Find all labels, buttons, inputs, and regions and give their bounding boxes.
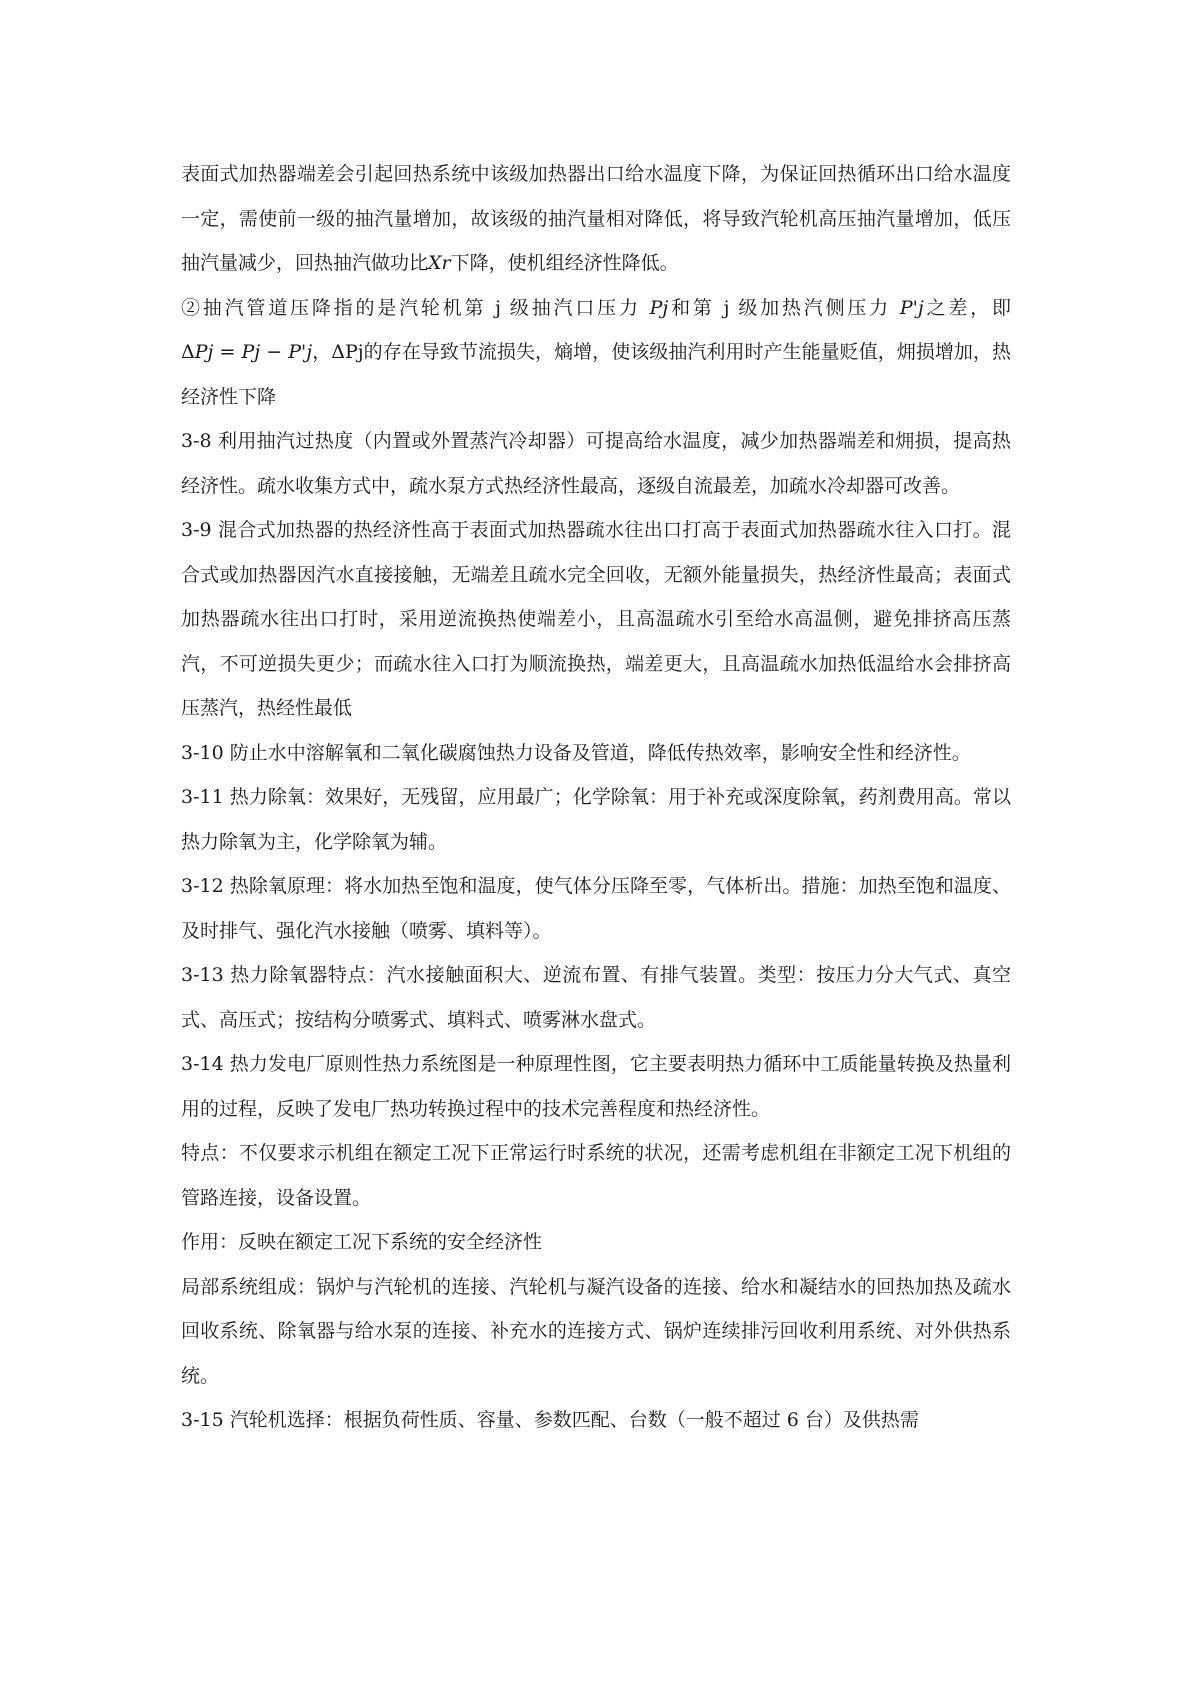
formula-work-ratio: Xr — [428, 252, 451, 274]
paragraph-3-10: 3-10 防止水中溶解氧和二氧化碳腐蚀热力设备及管道，降低传热效率，影响安全性和经济性。 — [181, 741, 971, 764]
formula-heater-pressure: P'j — [899, 296, 924, 319]
paragraph-text: ，ΔPj的存在导致节流损失，熵增，使该级抽汽利用时产生能量贬值，㶲损增加，热经济性下降 — [181, 341, 1012, 408]
paragraph-features: 特点：不仅要求示机组在额定工况下正常运行时系统的状况，还需考虑机组在非额定工况下机组的管路连接，设备设置。 — [181, 1142, 1011, 1209]
formula-extraction-pressure: Pj — [649, 296, 669, 319]
paragraph-text: 之差，即 Δ — [181, 296, 1011, 363]
paragraph-3-14: 3-14 热力发电厂原则性热力系统图是一种原理性图，它主要表明热力循环中工质能量转换及热量利用的过程，反映了发电厂热功转换过程中的技术完善程度和热经济性。 — [181, 1053, 1011, 1120]
paragraph-text: ②抽汽管道压降指的是汽轮机第 j 级抽汽口压力 — [181, 296, 650, 319]
document-page — [181, 152, 1011, 1443]
paragraph-3-12: 3-12 热除氧原理：将水加热至饱和温度，使气体分压降至零，气体析出。措施：加热至饱和温度、及时排气、强化汽水接触（喷雾、填料等）。 — [181, 875, 1011, 942]
paragraph-endpoint-difference — [181, 152, 1011, 286]
paragraph-3-8: 3-8 利用抽汽过热度（内置或外置蒸汽冷却器）可提高给水温度，减少加热器端差和㶲损，提高热经济性。疏水收集方式中，疏水泵方式热经济性最高，逐级自流最差，加疏水冷却器可改善。 — [181, 430, 1011, 497]
paragraph-3-15: 3-15 汽轮机选择：根据负荷性质、容量、参数匹配、台数（一般不超过 6 台）及供热需 — [181, 1409, 919, 1431]
paragraph-subsystems: 局部系统组成：锅炉与汽轮机的连接、汽轮机与凝汽设备的连接、给水和凝结水的回热加热及疏水回收系统、除氧器与给水泵的连接、补充水的连接方式、锅炉连续排污回收利用系统、对外供热系统。 — [181, 1275, 1011, 1387]
paragraph-3-13: 3-13 热力除氧器特点：汽水接触面积大、逆流布置、有排气装置。类型：按压力分大气式、真空式、高压式；按结构分喷雾式、填料式、喷雾淋水盘式。 — [181, 964, 1011, 1031]
paragraph-pressure-drop — [181, 286, 1011, 420]
paragraph-text: 下降，使机组经济性降低。 — [450, 252, 679, 274]
formula-pressure-drop: Pj = Pj − P'j — [194, 341, 313, 363]
paragraph-3-9: 3-9 混合式加热器的热经济性高于表面式加热器疏水往出口打高于表面式加热器疏水往入口打。混合式或加热器因汽水直接接触，无端差且疏水完全回收，无额外能量损失，热经济性最高；表面式加热器疏水往出口打时，采用逆流换热使端差小，且高温疏水引至给水高温侧，避免排挤高压蒸汽，不可逆损失更少；而疏水往入口打为顺流换热，端差更大，且高温疏水加热低温给水会排挤高压蒸汽，热经性最低 — [181, 519, 1011, 719]
paragraph-3-11: 3-11 热力除氧：效果好，无残留，应用最广；化学除氧：用于补充或深度除氧，药剂费用高。常以热力除氧为主，化学除氧为辅。 — [181, 786, 1011, 853]
paragraph-text: 表面式加热器端差会引起回热系统中该级加热器出口给水温度下降，为保证回热循环出口给水温度一定，需使前一级的抽汽量增加，故该级的抽汽量相对降低，将导致汽轮机高压抽汽量增加，低压抽汽量减少，回热抽汽做功比 — [181, 163, 1011, 274]
paragraph-function: 作用：反映在额定工况下系统的安全经济性 — [181, 1231, 543, 1253]
paragraph-text: 和第 j 级加热汽侧压力 — [668, 296, 900, 319]
